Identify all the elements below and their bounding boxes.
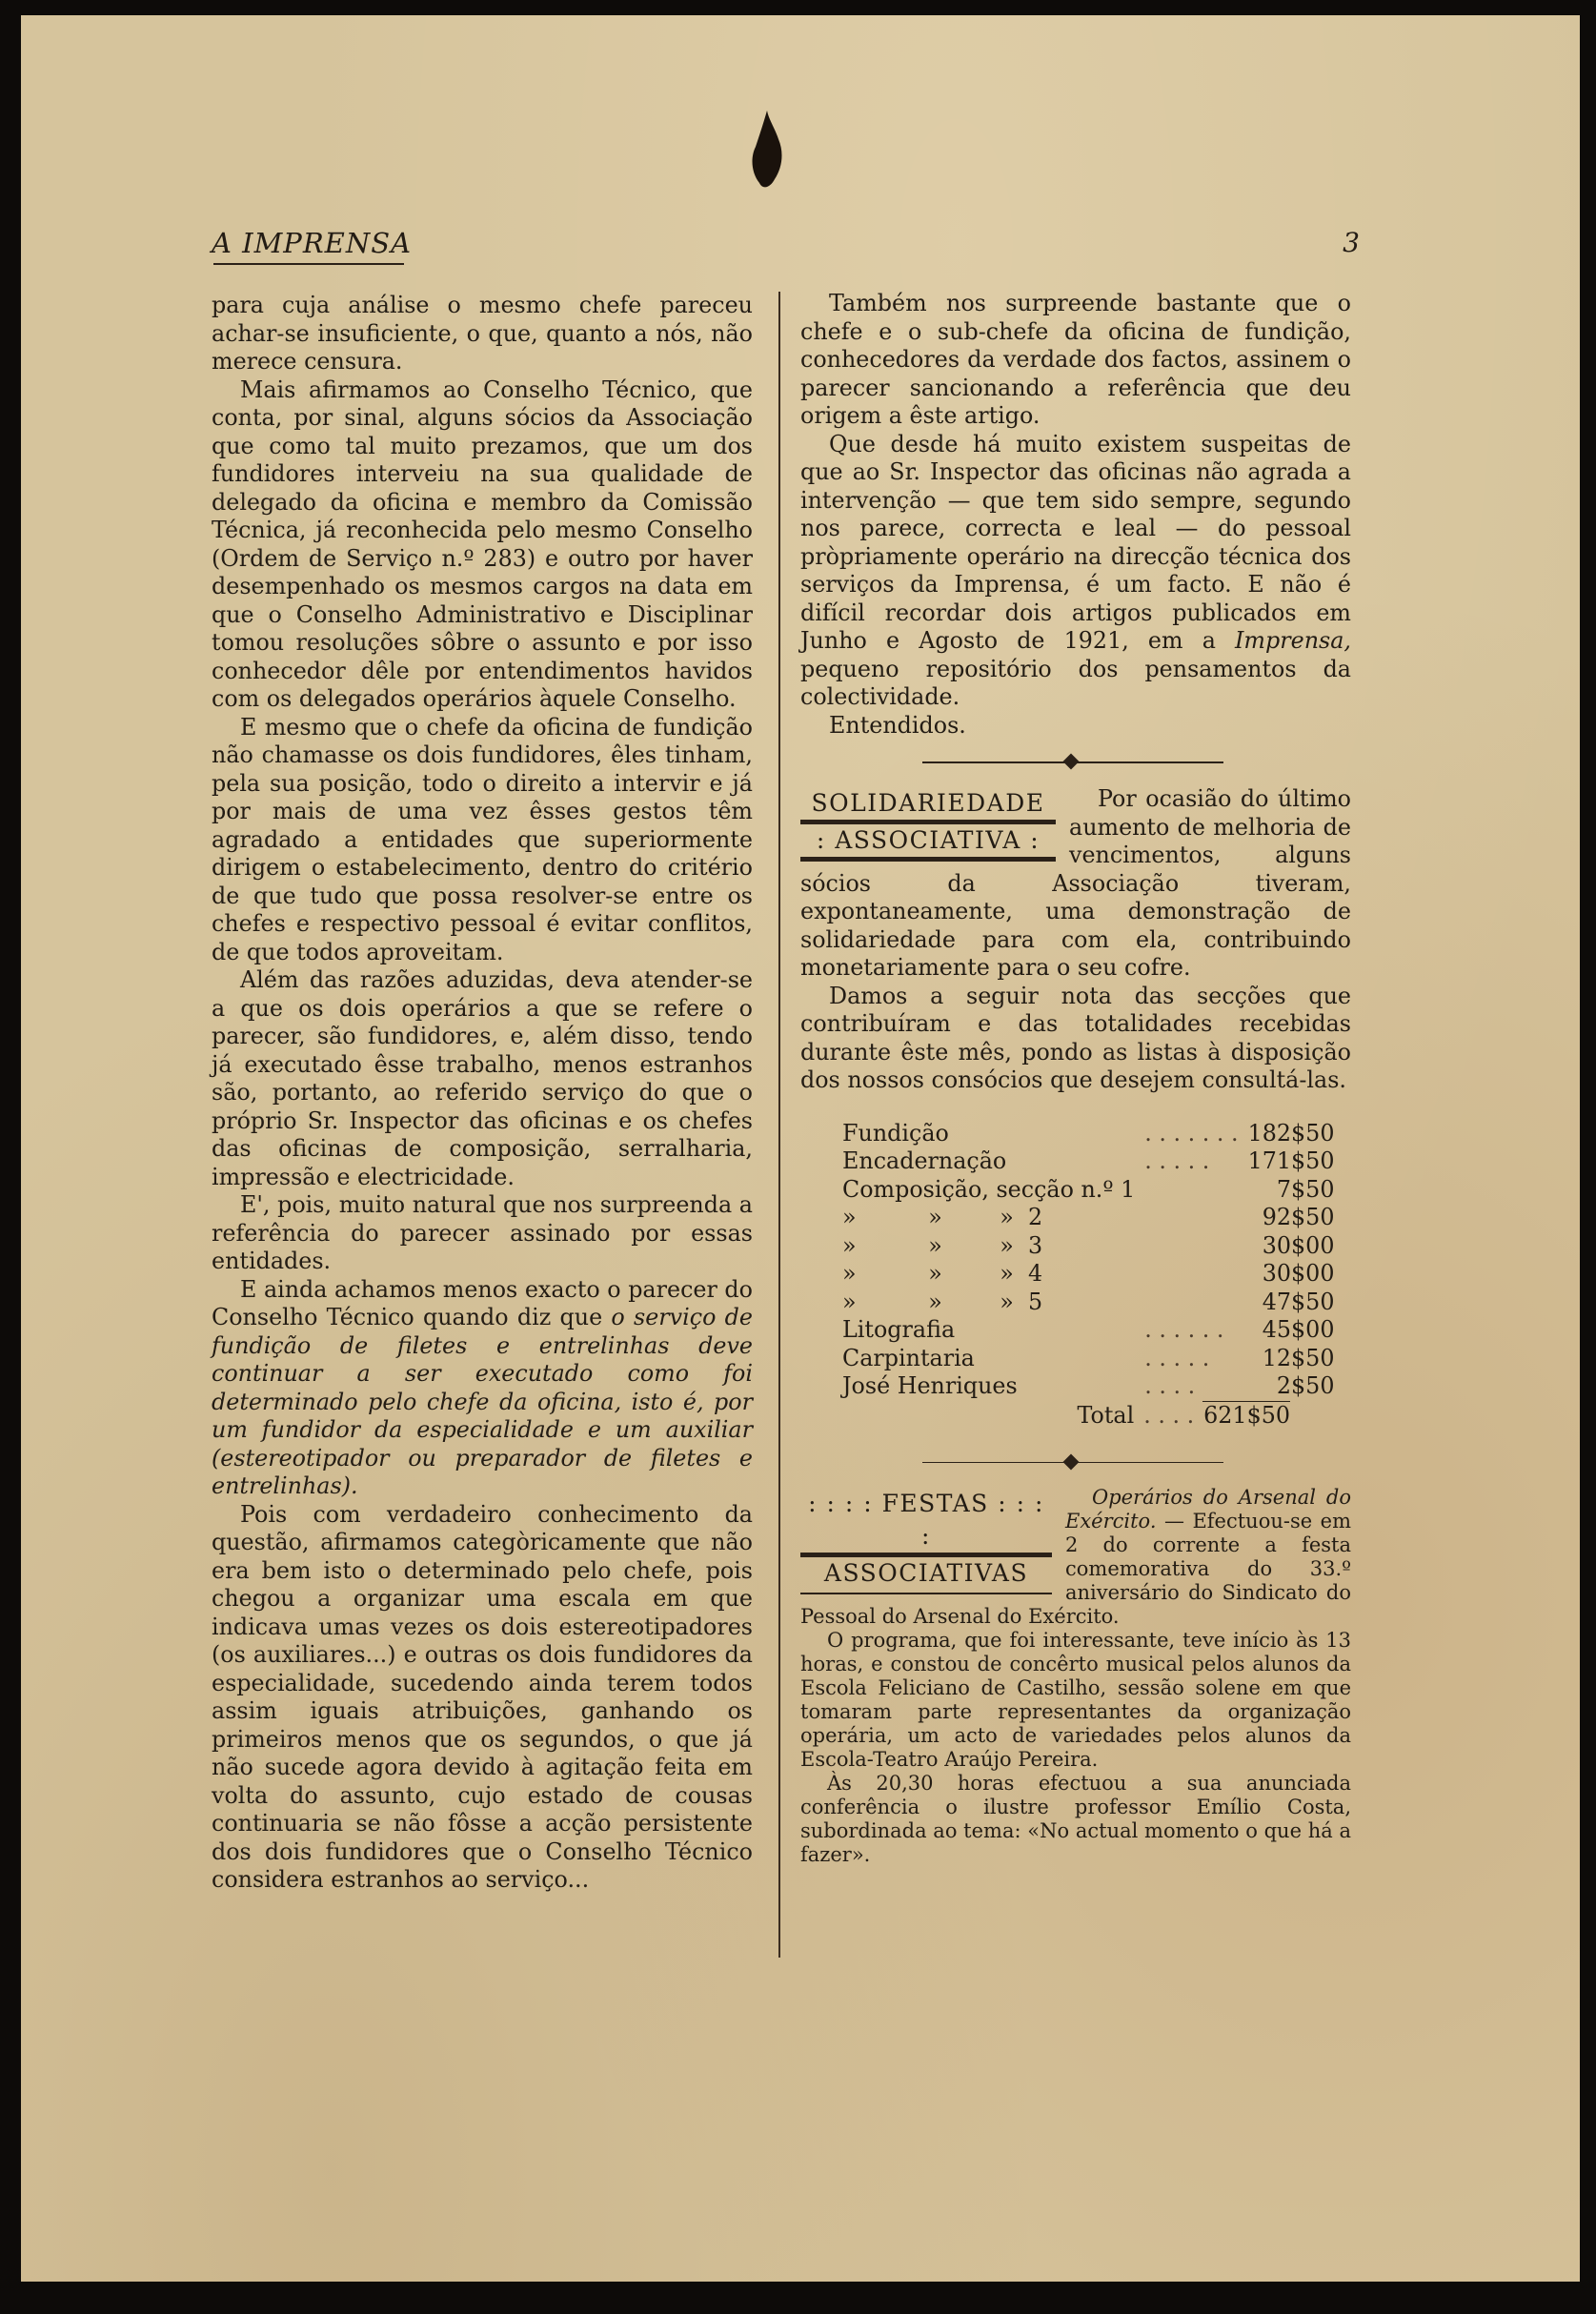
page-header — [212, 227, 1360, 265]
ornamental-divider — [800, 1451, 1351, 1474]
paragraph: Damos a seguir nota das secções que contribuíram e das totalidades recebidas durante êste mês, pondo as listas à disposição dos nossos consócios que desejem consultá-las. — [800, 982, 1351, 1093]
leader-dots: . . . . . — [1144, 1147, 1210, 1174]
contribution-row — [842, 1232, 1334, 1261]
leader-dots — [1135, 1232, 1247, 1261]
leader-dots: . . . . . . — [1144, 1316, 1224, 1343]
page-number: 3 — [1343, 227, 1360, 258]
amount-value: 171$50 — [1247, 1147, 1335, 1174]
paragraph: E mesmo que o chefe da oficina de fundição não chamasse os dois fundidores, êles tinham, pela sua posição, todo o direito a intervir e já por mais de uma vez êsses gestos têm agradado a entidades que superiormente dirigem o estabelecimento, dentro do critério de que tudo que possa resolver-se entre os chefes e respectivo pessoal é evitar conflitos, de que todos aproveitam. — [212, 713, 753, 965]
paragraph: para cuja análise o mesmo chefe pareceu achar-se insuficiente, o que, quanto a nós, não merece censura. — [212, 292, 753, 375]
contribution-row — [842, 1204, 1334, 1232]
contributions-table — [842, 1119, 1335, 1431]
leader-dots — [1135, 1204, 1247, 1232]
publication-title: A IMPRENSA — [212, 227, 413, 259]
paragraph: Entendidos. — [829, 711, 966, 739]
leader-dots: . . . . — [1144, 1372, 1196, 1399]
paragraph: Por ocasião do último aumento de melhoria de vencimentos, alguns sócios da Associação tiveram, expontaneamente, uma demonstração de solidariedade para com ela, contribuindo monetariamente para o seu cofre. — [800, 785, 1351, 981]
heading-line: SOLIDARIEDADE — [811, 789, 1045, 817]
heading-line: : : : : FESTAS : : : : — [808, 1489, 1044, 1550]
leader-dots — [1135, 1176, 1247, 1205]
paragraph: E', pois, muito natural que nos surpreenda a referência do parecer assinado por essas entidades. — [212, 1191, 753, 1274]
contribution-row — [842, 1289, 1334, 1317]
amount-value: 45$00 — [1262, 1316, 1335, 1343]
ornamental-divider — [800, 751, 1351, 774]
quoted-opinion: o serviço de fundição de filetes e entrelinhas deve continuar a ser executado como foi determinado pelo chefe da oficina, isto é, por um fundidor da especialidade e um auxiliar (estereotipador ou preparador de filetes e entrelinhas). — [212, 1304, 753, 1499]
section-name: Composição, secção n.º 1 — [842, 1175, 1136, 1203]
paragraph: Às 20,30 horas efectuou a sua anunciada conferência o ilustre professor Emílio Costa, subordinada ao tema: «No actual momento o que há a fazer». — [800, 1771, 1351, 1866]
paragraph — [212, 1276, 753, 1501]
leader-dots: . . . . — [1143, 1402, 1195, 1429]
contribution-row — [842, 1345, 1334, 1373]
section-name: José Henriques — [842, 1372, 1018, 1399]
section-name: » » » 5 — [842, 1288, 1043, 1315]
contribution-row — [842, 1260, 1334, 1289]
section-name: Litografia — [842, 1316, 956, 1343]
paragraph: Pois com verdadeiro conhecimento da questão, afirmamos categòricamente que não era bem isto o determinado pelo chefe, pois chegou a organizar uma escala em que indicava umas vezes os dois estereotipadores (os auxiliares...) e outras os dois fundidores da especialidade, sucedendo ainda terem todos assim iguais atribuições, ganhando os primeiros menos que os segundos, o que já não sucede agora devido à agitação feita em volta do assunto, cujo estado de cousas continuaria se não fôsse a acção persistente dos dois fundidores que o Conselho Técnico considera estranhos ao serviço... — [212, 1500, 753, 1893]
leader-dots: . . . . . . . — [1144, 1119, 1239, 1147]
amount-value: 92$50 — [1262, 1204, 1335, 1230]
heading-line: : ASSOCIATIVA : — [816, 826, 1040, 854]
ink-blot-mark — [750, 111, 784, 191]
paragraph-text: Que desde há muito existem suspeitas de que ao Sr. Inspector das oficinas não agrada a intervenção — que tem sido sempre, segundo nos parece, correcta e leal — do pessoal pròpriamente operário na direcção técnica dos serviços da Imprensa, é um facto. E não é difícil recordar dois artigos publicados em Junho e Agosto de 1921, em a — [800, 430, 1351, 654]
total-row — [1077, 1402, 1290, 1431]
paragraph: Também nos surpreende bastante que o chefe e o sub-chefe da oficina de fundição, conhecedores da verdade dos factos, assinem o parecer sancionando a referência que deu origem a êste artigo. — [800, 290, 1351, 429]
leader-dots — [1135, 1260, 1247, 1289]
amount-value: 30$00 — [1262, 1260, 1335, 1287]
left-column — [212, 292, 753, 1895]
contribution-row — [842, 1372, 1334, 1401]
paragraph-text: — Efectuou-se em 2 do corrente a festa comemorativa do 33.º aniversário do Sindicato do Pessoal do Arsenal do Exército. — [800, 1509, 1351, 1628]
event-title: Operários do Arsenal do Exército. — [1065, 1485, 1351, 1533]
total-label: Total — [1077, 1402, 1135, 1429]
title-underline — [213, 263, 404, 265]
amount-value: 30$00 — [1262, 1231, 1335, 1259]
column-divider — [778, 292, 780, 1958]
section-heading — [800, 1488, 1052, 1594]
amount-value: 47$50 — [1262, 1288, 1335, 1315]
section-name: » » » 3 — [842, 1231, 1043, 1259]
amount-value: 2$50 — [1276, 1372, 1335, 1399]
right-column — [800, 290, 1351, 1867]
paragraph — [800, 431, 1351, 712]
paragraph-text: pequeno repositório dos pensamentos da colectividade. — [800, 655, 1351, 710]
heading-line: ASSOCIATIVAS — [823, 1558, 1029, 1587]
contribution-row — [842, 1120, 1334, 1148]
leader-dots — [1135, 1289, 1247, 1317]
festas-section — [800, 1486, 1351, 1867]
amount-value: 182$50 — [1247, 1119, 1335, 1147]
publication-reference: Imprensa, — [1235, 627, 1351, 654]
paragraph: O programa, que foi interessante, teve início às 13 horas, e constou de concêrto musical pelos alunos da Escola Feliciano de Castilho, sessão solene em que tomaram parte representantes da organização operária, um acto de variedades pelos alunos da Escola-Teatro Araújo Pereira. — [800, 1628, 1351, 1771]
section-name: Fundição — [842, 1119, 949, 1147]
heading-rule — [800, 1593, 1052, 1594]
contribution-row — [842, 1176, 1334, 1205]
amount-value: 7$50 — [1276, 1175, 1335, 1203]
solidariedade-section — [800, 785, 1351, 1095]
total-value: 621$50 — [1203, 1402, 1290, 1429]
contribution-row — [842, 1316, 1334, 1345]
newspaper-page — [21, 15, 1580, 2282]
paragraph: Mais afirmamos ao Conselho Técnico, que conta, por sinal, alguns sócios da Associação que como tal muito prezamos, que um dos fundidores interveiu na sua qualidade de delegado da oficina e membro da Comissão Técnica, já reconhecida pelo mesmo Conselho (Ordem de Serviço n.º 283) e outro por haver desempenhado os mesmos cargos na data em que o Conselho Administrativo e Disciplinar tomou resoluções sôbre o assunto e por isso conhecedor dêle por entendimentos havidos com os delegados operários àquele Conselho. — [212, 376, 753, 712]
paragraph-text: E ainda achamos menos exacto o parecer do Conselho Técnico quando diz que — [212, 1275, 753, 1330]
contribution-row — [842, 1147, 1334, 1176]
section-heading — [800, 787, 1056, 862]
paragraph: Além das razões aduzidas, deva atender-se a que os dois operários a que se refere o parecer, são fundidores, e, além disso, tendo já executado êsse trabalho, menos estranhos são, portanto, ao referido serviço do que o próprio Sr. Inspector das oficinas e os chefes das oficinas de composição, serralharia, impressão e electricidade. — [212, 966, 753, 1190]
amount-value: 12$50 — [1262, 1344, 1335, 1371]
section-name: » » » 4 — [842, 1260, 1043, 1287]
section-name: Encadernação — [842, 1147, 1007, 1174]
heading-rule — [800, 857, 1056, 862]
section-name: Carpintaria — [842, 1344, 975, 1371]
section-name: » » » 2 — [842, 1204, 1043, 1230]
leader-dots: . . . . . — [1144, 1344, 1210, 1371]
